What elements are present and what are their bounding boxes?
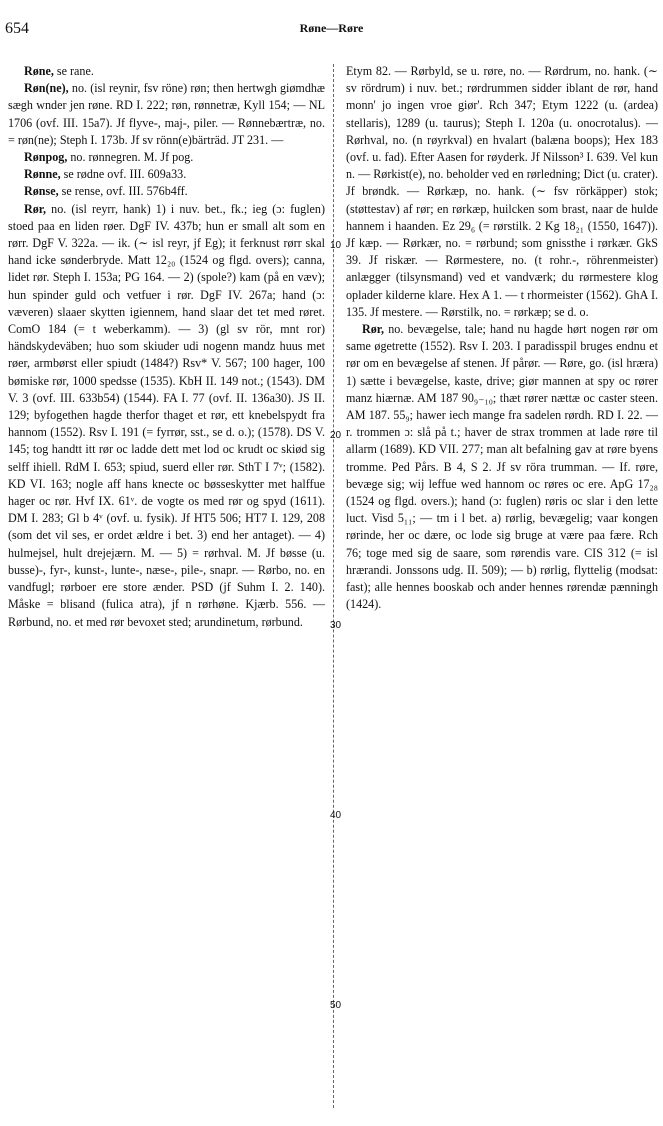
right-column — [346, 63, 658, 614]
entry — [8, 166, 325, 183]
entry-text: Etym 82. — Rørbyld, se u. røre, no. — Rørdrum, no. hank. (∼ sv rördrum) i nuv. bet.; rørdrummen sidder iblant de rør, hand monn' jo ingen vroe giør'. Rch 347; Etym 1222 (u. (ardea) stellaris), 1289 (u. taurus); Steph I. 120a (u. onocrotalus). — Rørhval, no. (n røyrkval) en hvalart (balæna boops); Hex 183 (ovf. u. fad). Efter Aasen for røyderk. Jf Nilsson³ I. 639. Vel kun n. — Rørkist(e), no. beholder ved en rørledning; Dict (u. crater). Jf brøndk. — Rørkæp, no. hank. (∼ fsv rörkäpper) stok; (støttestav) af rør; en rørkæp, huilcken som brast, naar de hulde hannem i haanden. Ez 29₆ (= rørstilk. 2 Kg 18₂₁ (1550, 1647)). Jf kæp. — Rørkær, no. = rørbund; som gnissthe i rørkær. GkS 39. Jf riskær. — Rørmestere, no. (t rohr.-, röhrenmeister) anlægger (tilsynsmand) ved et vandværk; du rørmestere klog oplader kilderne klare. Hex A 1. — t rhormeister (1562). GhA I. 135. Jf mestere. — Rørstilk, no. = rørkæp; se d. o. — [346, 64, 658, 319]
line-number: 20 — [330, 430, 342, 441]
headword: Røne, — [24, 64, 54, 78]
line-number: 50 — [330, 1000, 342, 1011]
running-head: Røne—Røre — [299, 21, 364, 35]
entry-text: no. rønnegren. M. Jf pog. — [67, 150, 194, 165]
entry — [8, 183, 325, 200]
entry-continuation — [346, 63, 658, 321]
entry — [8, 201, 325, 631]
line-number: 30 — [330, 620, 342, 631]
entry — [8, 149, 325, 166]
entry-text: se rødne ovf. III. 609a33. — [60, 167, 187, 182]
headword: Røn(ne), — [24, 81, 69, 96]
headword: Rør, — [24, 201, 47, 216]
entry-text: no. bevægelse, tale; hand nu hagde hørt nogen rør om same øgetrette (1552). Rsv I. 203. I paradisspil bruges endnu et rør om en bevægelse af stenen. Jf pårør. — Røre, go. (isl hræra) 1) sætte i bevægelse, kaste, drive; giør mannen at spy oc rører manz hiærnæ. AM 187 90₉₋₁₀; thæt rører nættæ oc caster steen. AM 187. 55₉; hawer iech mange fra sadelen rørdh. RD I. 22. — r. trommen ɔ: slå på t.; haver de strax trommen at lade røre til allarm (1689). KD VII. 277; man alt befalning gav at røre byens tromme. Ped Pårs. B 4, S 2. Jf sv röra trumman. — If. røre, bevæge sig; wij leffue wed hannom oc røres oc ere. ApG 17₂₈ (1524 og flgd. overs.); hand (ɔ: fuglen) røris oc slar i den lette luct. Visd 5₁₁; — tm i l bet. a) rørlig, bevægelig; vaar kongen rørinde, her oc dære, oc lode sig bruge at være paa fære. Rch 76; toge med sig de saare, som rørendis vare. CIS 312 (= isl hrærandi. Jonssons udg. II. 509); — b) rørlig, flyttelig (modsat: fast); alle hennes booskab och ander hennes rørendæ pænningh (1424). — [346, 322, 658, 612]
headword: Rønse, — [24, 184, 59, 199]
column-divider — [333, 64, 334, 1108]
line-number: 40 — [330, 810, 342, 821]
entry-text: no. (isl reyrr, hank) 1) i nuv. bet., fk.; ieg (ɔ: fuglen) stoed paa en liden røer. DgF IV. 437b; hun er small alt som en rørr. DgF V. 322a. — ik. (∼ isl reyr, jf Eg); it ferknust rørr skal hand icke sønderbryde. Matt 12₂₀ (1524 og flgd. overs); canna, lidet rør. Steph I. 153a; PG 164. — 2) (spole?) kam (på en væv); hun spinder guld och vetfuer i rør. DgF IV. 267a; hand (ɔ: væveren) slaaer skytten igiennem, hand slaar det tet med røret. ComO 184 (= t weberkamm). — 3) (gl sv rör, mnt ror) händskydeväben; huo som skiuder udi nogenn mandz huus met røer, armbørst eller spiudt (1484?) Rsv* V. 567; 100 hager, 100 bømiske rør, 1000 spedsse (1535). KbH II. 149 not.; (1543). DM V. 3 (ovf. III. 633b54) (1544). FA I. 77 (ovf. II. 136a30). JS II. 129; byfogethen hagde therfor thaget et rør, ett knebelspydt fra hannom (1552). Rsv I. 191 (= fyrrør, sst., se d. o.); (1578). DS V. 145; tog handtt itt rør oc ladde dett met lod oc krudt oc skiød sig selff ihiell. RdM I. 653; spiud, suerd eller rør. SthT I 7ᵛ; (1582). KD VI. 163; nogle aff hans knecte oc bøsseskytter met halffue hager oc rør. Hvf IX. 61ᵛ. de vogte os med rør og spyd (1611). DM I. 283; Gl b 4ᵛ (ovf. u. fysik). Jf HT5 506; HT7 I. 129, 208 (som det vil ses, er ordet ældre i bet. 3) end her antaget). — 4) hulmejsel, hult drejejærn. M. — 5) = rørhval. M. Jf bøsse (u. busse)-, fyr-, kunst-, lunte-, næse-, pile-, snapr. — Rørbo, no. en vandfugl; rørboer ere store ænder. PSD (jf Suhm I. 2. 140). Måske = blisand (fulica atra), jf n rørhøne. Kjærb. 556. — Rørbund, no. et med rør bevoxet sted; arundinetum, rørbund. — [8, 201, 325, 629]
page-number: 654 — [5, 20, 29, 37]
line-number: 10 — [330, 240, 342, 251]
entry-text: no. (isl reynir, fsv röne) røn; then hertwgh giømdhæ sægh wnder jen røne. RD I. 222; røn, rønnetræ, Kyll 154; — NL 1706 (ovf. III. 15a7). Jf flyve-, maj-, piler. — Rønnebærtræ, no. = røn(ne); Steph I. 173b. Jf sv rönn(e)bärträd. JT 231. — — [8, 81, 325, 147]
left-column — [8, 63, 325, 631]
headword: Rør, — [362, 322, 385, 337]
page-header — [0, 20, 663, 42]
entry-text: se rense, ovf. III. 576b4ff. — [58, 184, 188, 199]
headword: Rønpog, — [24, 150, 68, 165]
entry — [8, 80, 325, 149]
entry-text: se rane. — [53, 64, 94, 78]
headword: Rønne, — [24, 167, 61, 182]
entry — [346, 321, 658, 613]
entry — [8, 63, 325, 80]
